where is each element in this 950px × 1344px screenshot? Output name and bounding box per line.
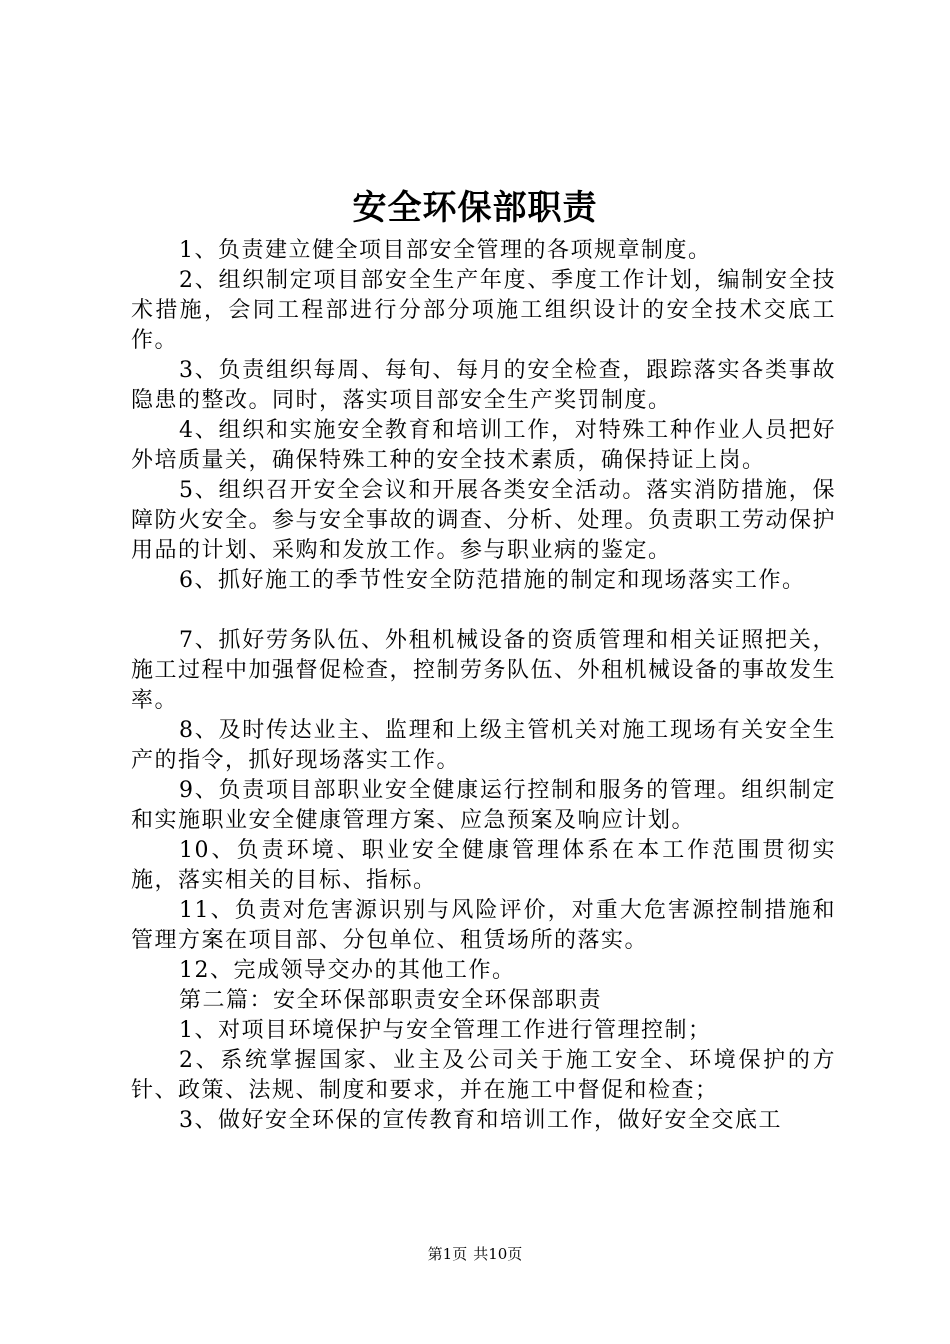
paragraph: 9、负责项目部职业安全健康运行控制和服务的管理。组织制定和实施职业安全健康管理方案、应急预案及响应计划。 (131, 778, 836, 833)
paragraph: 7、抓好劳务队伍、外租机械设备的资质管理和相关证照把关，施工过程中加强督促检查，控制劳务队伍、外租机械设备的事故发生率。 (131, 628, 837, 713)
paragraph: 2、组织制定项目部安全生产年度、季度工作计划，编制安全技术措施，会同工程部进行分部分项施工组织设计的安全技术交底工作。 (131, 268, 836, 353)
document-body (131, 236, 836, 1136)
paragraph: 3、负责组织每周、每旬、每月的安全检查，跟踪落实各类事故隐患的整改。同时，落实项目部安全生产奖罚制度。 (131, 358, 836, 413)
page-number: 第1页 (427, 1245, 468, 1263)
paragraph: 8、及时传达业主、监理和上级主管机关对施工现场有关安全生产的指令，抓好现场落实工作。 (131, 718, 836, 773)
paragraph: 6、抓好施工的季节性安全防范措施的制定和现场落实工作。 (179, 568, 806, 593)
paragraph: 11、负责对危害源识别与风险评价，对重大危害源控制措施和管理方案在项目部、分包单位、租赁场所的落实。 (131, 898, 836, 953)
paragraph: 12、完成领导交办的其他工作。 (179, 958, 516, 983)
page-footer (0, 1244, 950, 1264)
paragraph: 3、做好安全环保的宣传教育和培训工作，做好安全交底工 (179, 1108, 782, 1133)
paragraph: 5、组织召开安全会议和开展各类安全活动。落实消防措施，保障防火安全。参与安全事故的调查、分析、处理。负责职工劳动保护用品的计划、采购和发放工作。参与职业病的鉴定。 (131, 478, 837, 563)
paragraph: 10、负责环境、职业安全健康管理体系在本工作范围贯彻实施，落实相关的目标、指标。 (131, 838, 836, 893)
document-title: 安全环保部职责 (352, 188, 598, 228)
paragraph: 4、组织和实施安全教育和培训工作，对特殊工种作业人员把好外培质量关，确保特殊工种的安全技术素质，确保持证上岗。 (131, 418, 836, 473)
paragraph: 1、对项目环境保护与安全管理工作进行管理控制； (179, 1018, 712, 1043)
paragraph: 1、负责建立健全项目部安全管理的各项规章制度。 (179, 238, 712, 263)
section-heading: 第二篇：安全环保部职责安全环保部职责 (179, 988, 603, 1013)
page-total: 共10页 (473, 1245, 523, 1263)
paragraph: 2、系统掌握国家、业主及公司关于施工安全、环境保护的方针、政策、法规、制度和要求，并在施工中督促和检查； (131, 1048, 836, 1103)
